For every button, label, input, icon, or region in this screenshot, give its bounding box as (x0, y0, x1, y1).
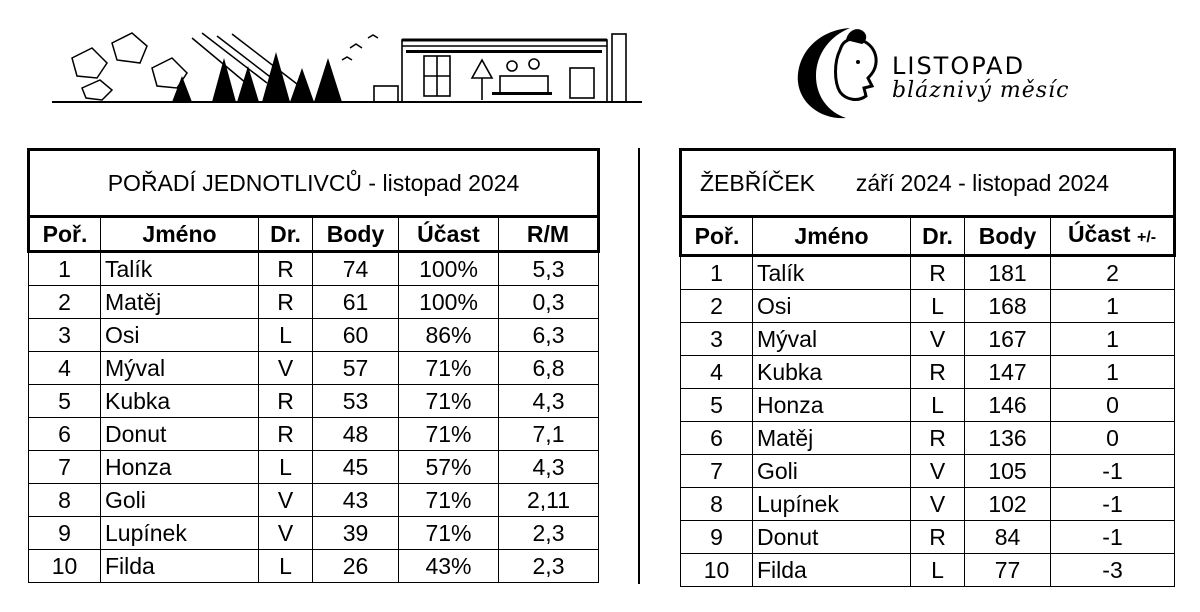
table-cell: 84 (965, 521, 1051, 554)
table-row (29, 418, 599, 451)
table-cell: V (911, 323, 965, 356)
season-ranking-table (679, 148, 1176, 587)
table-row (29, 484, 599, 517)
table-cell: R (911, 521, 965, 554)
table-cell: 48 (313, 418, 399, 451)
table-cell: 147 (965, 356, 1051, 389)
table-cell: V (259, 517, 313, 550)
table-row (29, 451, 599, 484)
table-cell: 8 (681, 488, 753, 521)
table-cell: L (911, 554, 965, 587)
table-row (681, 256, 1175, 290)
table-cell: 7 (681, 455, 753, 488)
player-name-cell: Honza (753, 389, 911, 422)
table-cell: 6,8 (499, 352, 599, 385)
table-cell: L (259, 451, 313, 484)
table-row (681, 290, 1175, 323)
col-header: Body (965, 217, 1051, 256)
col-header: Účast (399, 217, 499, 252)
player-name-cell: Lupínek (753, 488, 911, 521)
table-cell: 3 (681, 323, 753, 356)
table-row (29, 352, 599, 385)
moon-face-icon (788, 22, 888, 122)
table-cell: R (259, 385, 313, 418)
table-cell: 71% (399, 385, 499, 418)
table-cell: 71% (399, 517, 499, 550)
player-name-cell: Osi (101, 319, 259, 352)
table-cell: 100% (399, 286, 499, 319)
player-name-cell: Kubka (753, 356, 911, 389)
table-cell: 3 (29, 319, 101, 352)
table-cell: 1 (1051, 356, 1175, 389)
col-header-suffix: +/- (1136, 229, 1157, 246)
table-row (29, 286, 599, 319)
table-cell: 2,11 (499, 484, 599, 517)
table-cell: V (259, 352, 313, 385)
table-cell: 4,3 (499, 385, 599, 418)
player-name-cell: Donut (753, 521, 911, 554)
player-name-cell: Matěj (101, 286, 259, 319)
season-header-row (681, 217, 1175, 256)
season-table-title (681, 150, 1175, 217)
table-cell: 71% (399, 418, 499, 451)
table-cell: 2 (681, 290, 753, 323)
player-name-cell: Talík (753, 256, 911, 290)
table-cell: 5 (681, 389, 753, 422)
table-cell: 102 (965, 488, 1051, 521)
table-cell: R (911, 356, 965, 389)
table-cell: 7,1 (499, 418, 599, 451)
col-header: Body (313, 217, 399, 252)
table-cell: 10 (29, 550, 101, 583)
logo-subtitle: bláznivý měsíc (892, 78, 1070, 103)
col-header: R/M (499, 217, 599, 252)
table-cell: 1 (1051, 290, 1175, 323)
table-cell: 105 (965, 455, 1051, 488)
table-cell: 4,3 (499, 451, 599, 484)
table-cell: 57% (399, 451, 499, 484)
table-cell: V (911, 455, 965, 488)
table-row (681, 323, 1175, 356)
table-cell: L (259, 319, 313, 352)
season-title: ŽEBŘÍČEK (700, 170, 816, 196)
col-header: Dr. (911, 217, 965, 256)
table-cell: 1 (29, 252, 101, 286)
table-cell: 71% (399, 484, 499, 517)
table-cell: 2,3 (499, 550, 599, 583)
table-cell: R (911, 256, 965, 290)
table-cell: 4 (29, 352, 101, 385)
player-name-cell: Filda (753, 554, 911, 587)
table-cell: 53 (313, 385, 399, 418)
table-row (29, 550, 599, 583)
table-row (29, 517, 599, 550)
table-cell: 43 (313, 484, 399, 517)
col-header: Jméno (101, 217, 259, 252)
player-name-cell: Donut (101, 418, 259, 451)
table-cell: 6 (29, 418, 101, 451)
table-cell: 167 (965, 323, 1051, 356)
table-row (681, 356, 1175, 389)
table-cell: L (259, 550, 313, 583)
table-cell: 5 (29, 385, 101, 418)
table-cell: R (259, 252, 313, 286)
table-cell: 86% (399, 319, 499, 352)
table-cell: 8 (29, 484, 101, 517)
col-header: Poř. (681, 217, 753, 256)
individual-table-title: POŘADÍ JEDNOTLIVCŮ - listopad 2024 (29, 150, 599, 217)
table-cell: R (259, 418, 313, 451)
individual-ranking-table (27, 148, 600, 583)
table-cell: V (259, 484, 313, 517)
col-header: Jméno (753, 217, 911, 256)
listopad-logo (788, 22, 1088, 122)
table-row (29, 319, 599, 352)
table-cell: 43% (399, 550, 499, 583)
column-divider (638, 148, 640, 584)
table-cell: 74 (313, 252, 399, 286)
logo-title: LISTOPAD (892, 52, 1026, 80)
table-cell: 4 (681, 356, 753, 389)
table-cell: 77 (965, 554, 1051, 587)
table-cell: R (911, 422, 965, 455)
table-cell: -3 (1051, 554, 1175, 587)
table-cell: 6 (681, 422, 753, 455)
table-row (29, 385, 599, 418)
table-row (681, 488, 1175, 521)
table-cell: 7 (29, 451, 101, 484)
table-cell: 1 (681, 256, 753, 290)
player-name-cell: Honza (101, 451, 259, 484)
player-name-cell: Filda (101, 550, 259, 583)
table-cell: -1 (1051, 488, 1175, 521)
table-cell: 39 (313, 517, 399, 550)
player-name-cell: Goli (753, 455, 911, 488)
player-name-cell: Osi (753, 290, 911, 323)
table-cell: 146 (965, 389, 1051, 422)
individual-header-row (29, 217, 599, 252)
table-cell: 26 (313, 550, 399, 583)
table-cell: 2 (1051, 256, 1175, 290)
col-header: Poř. (29, 217, 101, 252)
player-name-cell: Mýval (101, 352, 259, 385)
table-row (681, 455, 1175, 488)
table-cell: 1 (1051, 323, 1175, 356)
table-cell: 71% (399, 352, 499, 385)
table-cell: -1 (1051, 521, 1175, 554)
table-row (681, 422, 1175, 455)
table-cell: 2 (29, 286, 101, 319)
table-cell: 9 (29, 517, 101, 550)
table-cell: 9 (681, 521, 753, 554)
table-cell: 61 (313, 286, 399, 319)
col-header (1051, 217, 1175, 256)
player-name-cell: Talík (101, 252, 259, 286)
autumn-scene-illustration (52, 28, 642, 108)
table-cell: 181 (965, 256, 1051, 290)
table-cell: 45 (313, 451, 399, 484)
col-header-label: Účast (1067, 221, 1131, 247)
table-cell: 57 (313, 352, 399, 385)
table-cell: 136 (965, 422, 1051, 455)
table-cell: -1 (1051, 455, 1175, 488)
table-cell: V (911, 488, 965, 521)
table-row (681, 521, 1175, 554)
table-cell: 60 (313, 319, 399, 352)
player-name-cell: Lupínek (101, 517, 259, 550)
table-cell: 5,3 (499, 252, 599, 286)
player-name-cell: Kubka (101, 385, 259, 418)
table-cell: L (911, 290, 965, 323)
table-cell: R (259, 286, 313, 319)
table-cell: 6,3 (499, 319, 599, 352)
season-period: září 2024 - listopad 2024 (855, 170, 1109, 196)
table-cell: 10 (681, 554, 753, 587)
table-cell: 0,3 (499, 286, 599, 319)
table-cell: 0 (1051, 422, 1175, 455)
table-row (681, 389, 1175, 422)
player-name-cell: Matěj (753, 422, 911, 455)
player-name-cell: Mýval (753, 323, 911, 356)
table-cell: 168 (965, 290, 1051, 323)
table-cell: 100% (399, 252, 499, 286)
table-row (681, 554, 1175, 587)
table-cell: 2,3 (499, 517, 599, 550)
table-cell: L (911, 389, 965, 422)
player-name-cell: Goli (101, 484, 259, 517)
col-header: Dr. (259, 217, 313, 252)
table-cell: 0 (1051, 389, 1175, 422)
table-row (29, 252, 599, 286)
